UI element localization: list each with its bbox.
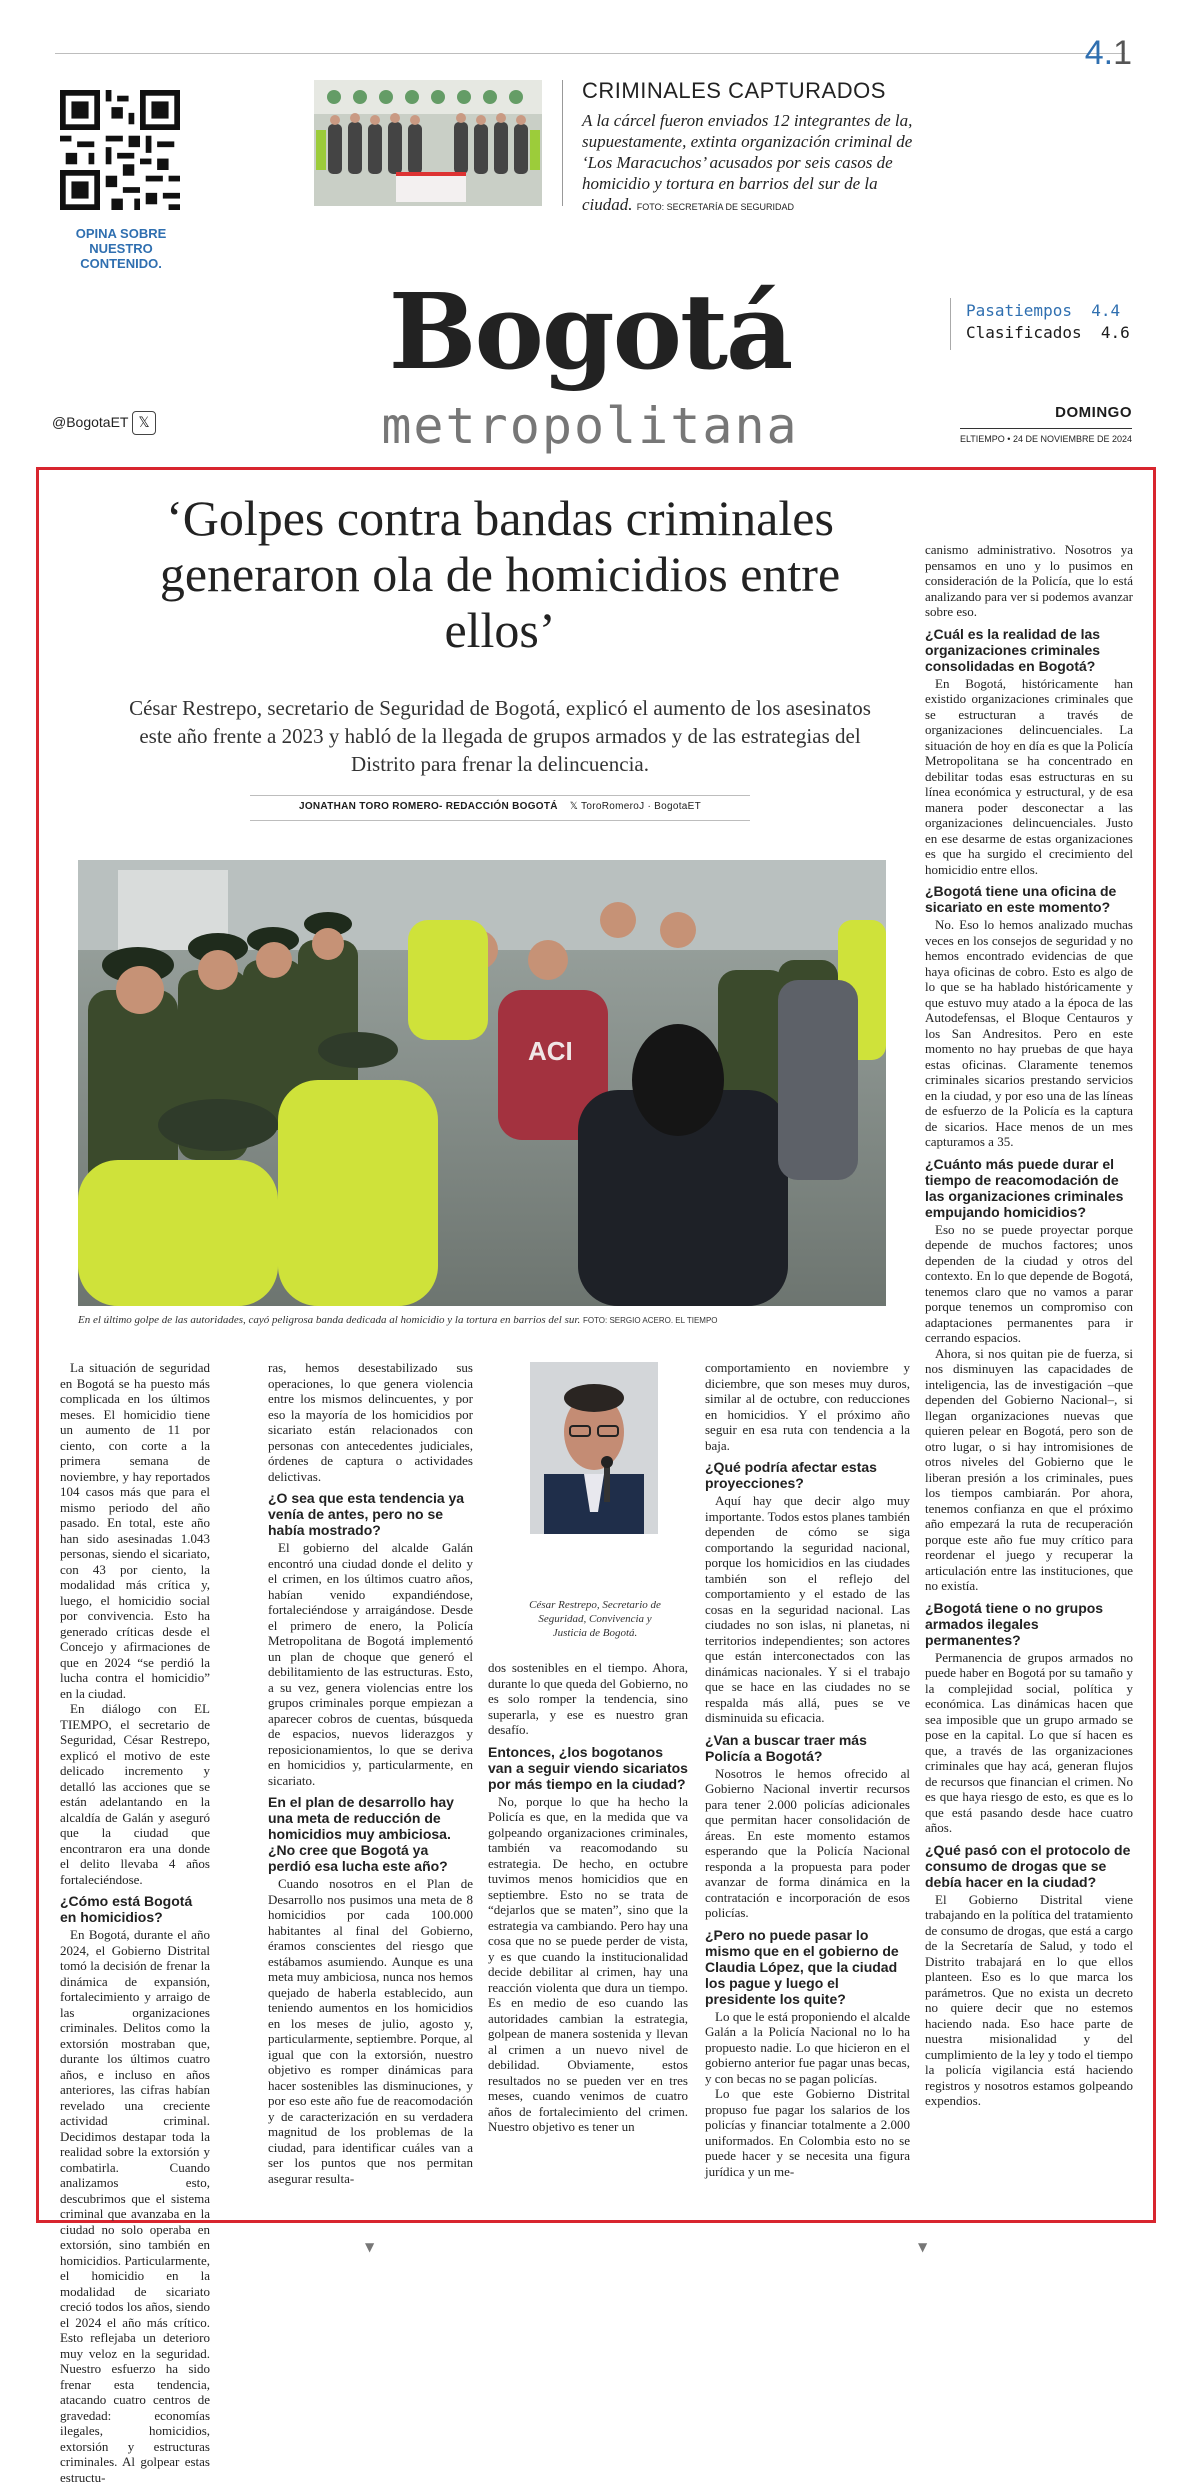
body-paragraph: En Bogotá, durante el año 2024, el Gobierno Distrital tomó la decisión de frenar la dinámica de expansión, fortalecimiento y arraigo de las organizaciones criminales. Delitos como la extorsión mostraban que, durante los últimos cuatro años, e incluso en años anteriores, las cifras habían revelado una creciente actividad criminal. Decidimos destapar toda la realidad sobre la extorsión y combatirla. Cuando analizamos esto, descubrimos que el sistema criminal que avanzaba en la ciudad no solo operaba en extorsión, sino también en homicidios. Particularmente, el homicidio en la modalidad de sicariato creció todos los años, siendo el 2024 el año más crítico. Esto reflejaba un deterioro muy veloz en la seguridad. Nuestro esfuerzo ha sido frenar esta tendencia, atacando cuatro centros de gravedad: economías ilegales, homicidios, extorsión y estructuras criminales. Al golpear estas estructu-: [60, 1927, 210, 2485]
teaser-divider: [562, 80, 563, 206]
byline-rule-bottom: [250, 820, 750, 821]
dateline: ELTIEMPO • 24 DE NOVIEMBRE DE 2024: [959, 434, 1132, 444]
photo-credit: FOTO: SERGIO ACERO. EL TIEMPO: [582, 1316, 718, 1325]
body-paragraph: No. Eso lo hemos analizado muchas veces en los consejos de seguridad y no hemos encontrado evidencias de que haya oficinas de cobro. Esto es algo de lo que se ha hablado históricamente y que estuvo muy atado a la época de las Autodefensas, el Bloque Centauros y los San Andresitos. Pero en este momento no hay pruebas de que haya estas oficinas. Claramente tenemos criminales sicarios prestando servicios en la ciudad, y por eso una de las líneas de esfuerzo de la Policía es la captura de sicarios. Hace menos de un mes capturamos a 35.: [925, 917, 1133, 1149]
interview-question: ¿Bogotá tiene o no grupos armados ilegales permanentes?: [925, 1599, 1104, 1648]
body-paragraph: No, porque lo que ha hecho la Policía es que, en la medida que va golpeando organizaciones criminales, también va reacomodando su estrategia. De hecho, en octubre tuvimos menos homicidios que en septiembre. Esto no se trata de “dejarlos que se maten”, sino que la estrategia va cambiando. Pero hay una cosa que no se puede perder de vista, y es que cuando la institucionalidad decide debilitar al crimen, hay una reacción violenta que dura un tiempo. Es en medio de eso cuando las autoridades cambian la estrategia, golpean de manera sostenida y llevan al crimen a un nuevo nivel de debilidad. Obviamente, estos resultados no se pueden ver en tres meses, cuando venimos de cuatro años de fortalecimiento del crimen. Nuestro objetivo es tener un: [488, 1793, 688, 2134]
byline-rule-top: [250, 795, 750, 796]
top-rule: [55, 53, 1125, 54]
body-paragraph: ras, hemos desestabilizado sus operaciones, lo que genera violencia entre los mismos delincuentes, y por eso la mayoría de los homicidios por sicariato están relacionados con personas con antecedentes judiciales, órdenes de captura o actividades delictivas.: [268, 1360, 473, 1484]
body-paragraph: Nosotros le hemos ofrecido al Gobierno Nacional invertir recursos para tener 2.000 policías adicionales que permitan hacer consolidación de áreas. En este momento estamos esperando que la Policía Nacional responda a la propuesta para poder avanzar de forma dinámica en la contratación e incorporación de esos policías.: [705, 1765, 910, 1920]
body-paragraph: Cuando nosotros en el Plan de Desarrollo nos pusimos una meta de 8 homicidios por cada 100.000 habitantes al final del Gobierno, éramos conscientes del riesgo que estábamos asumiendo. Aunque es una meta muy ambiciosa, nunca nos hemos quejado de haberla establecido, aun teniendo aumentos en los homicidios en los meses de julio, agosto y, particularmente, septiembre. Porque, al igual que con la extorsión, nuestro objetivo es romper dinámicas para hacer sostenibles las disminuciones, y por eso este año fue de reacomodación y de caracterización en su verdadera magnitud de los problemas de la ciudad, para identificar cuáles van a ser los puntos que nos permitan asegurar resulta-: [268, 1876, 473, 2186]
interview-question: ¿Qué podría afectar estas proyecciones?: [705, 1459, 877, 1491]
section-title: Bogotá: [388, 270, 792, 393]
body-paragraph: canismo administrativo. Nosotros ya pensamos en uno y lo pusimos en consideración de la Policía, que lo está analizando para ver si podemos avanzar sobre eso.: [925, 542, 1133, 619]
body-paragraph: comportamiento en noviembre y diciembre, que son meses muy duros, similar al de octubre, con reducciones en homicidios. Y el próximo año seguir en esa ruta con tendencia a la baja.: [705, 1360, 910, 1453]
page-number: 4.1: [1084, 34, 1132, 72]
byline-twitter[interactable]: 𝕏 ToroRomeroJ · BogotaET: [569, 801, 702, 812]
interview-question: Entonces, ¿los bogotanos van a seguir viendo sicariatos por más tiempo en la ciudad?: [488, 1743, 688, 1792]
portrait-photo[interactable]: [530, 1362, 658, 1534]
body-paragraph: dos sostenibles en el tiempo. Ahora, durante lo que queda del Gobierno, no es solo romper la tendencia, sino superarla, y ese es nuestro gran desafío.: [488, 1660, 688, 1737]
body-paragraph: La situación de seguridad en Bogotá se ha puesto más complicada en los últimos meses. El homicidio tiene un aumento de 11 por ciento, con corte a la primera semana de noviembre, y hay reportados 104 casos más que para el mismo periodo del año pasado. En total, este año han sido asesinadas 1.043 personas, siendo el sicariato, con 43 por ciento, la modalidad más crítica y, luego, el homicidio social por convivencia. Esto ha generado críticas desde el Concejo y afirmaciones de que en 2024 “se perdió la lucha contra el homicidio” en la ciudad.: [60, 1360, 210, 1701]
qr-code-icon[interactable]: [60, 90, 180, 210]
index-item-pasatiempos[interactable]: Pasatiempos 4.4: [966, 301, 1121, 320]
twitter-handle[interactable]: @BogotaET: [52, 414, 129, 430]
body-paragraph: Lo que este Gobierno Distrital propuso fue pagar los salarios de los policías y financiar totalmente a 2.000 uniformados. En Colombia esto no se puede hacer y se necesita una figura jurídica y un me-: [705, 2086, 910, 2179]
captured-gang-thumbnail[interactable]: [314, 80, 542, 206]
body-paragraph: Eso no se puede proyectar porque depende de muchos factores; unos dependen de la ciudad y otros del contexto. En lo que depende de Bogotá, tenemos claro que no vamos a parar porque tenemos un compromiso con adaptaciones permanentes para ir cerrando espacios.: [925, 1221, 1133, 1345]
x-logo-icon[interactable]: 𝕏: [132, 411, 156, 435]
qr-label: OPINA SOBRE NUESTRO CONTENIDO.: [75, 226, 167, 271]
section-subtitle: metropolitana: [381, 397, 799, 455]
body-paragraph: Lo que le está proponiendo el alcalde Galán a la Policía Nacional no lo ha propuesto nadie. Lo que hicieron en el gobierno anterior fue pagar unas becas, y con becas no se pagan policías.: [705, 2008, 910, 2086]
weekday: DOMINGO: [1055, 404, 1132, 421]
interview-question: ¿Cuál es la realidad de las organizaciones criminales consolidadas en Bogotá?: [925, 625, 1101, 674]
body-paragraph: Permanencia de grupos armados no puede haber en Bogotá por su tamaño y la complejidad social, política y económica. Las dinámicas hacen que sea imposible que un grupo armado se pose en la capital. Lo que sí hacen es que, a través de las organizaciones criminales que hay acá, generan flujos de recursos que financian el crimen. No es que haya riesgo de esto, es que es lo que está pasando desde hace cuatro años.: [925, 1649, 1133, 1835]
teaser-body: A la cárcel fueron enviados 12 integrantes de la, supuestamente, extinta organización criminal de ‘Los Maracuchos’ acusados por seis casos de homicidio y tortura en barrios del sur de la ciudad. FOTO: SECRETARÍA DE SEGURIDAD: [582, 111, 913, 214]
article-column-2: [268, 1360, 473, 2186]
body-paragraph: En diálogo con EL TIEMPO, el secretario de Seguridad, César Restrepo, explicó el motivo de este delicado incremento y detalló las acciones que se están adelantando en la alcaldía de Galán y aseguró que la ciudad que encontraron era una donde el delito llevaba 4 años fortaleciéndose.: [60, 1701, 210, 1887]
body-paragraph: En Bogotá, históricamente han existido organizaciones criminales que se estructuran a través de organizaciones delincuenciales. La situación de hoy en día es que la Policía Metropolitana se ha concentrado en debilitar todas esas estructuras en su línea económica y estructural, y de esa manera poder desconectar a las organizaciones delincuenciales. Justo en ese desarme de estas organizaciones es que ha surgido el crecimiento del homicidio entre ellos.: [925, 675, 1133, 877]
date-rule: [960, 428, 1132, 429]
article-column-1: [60, 1360, 210, 2485]
index-item-clasificados[interactable]: Clasificados 4.6: [966, 323, 1130, 342]
fold-mark-left: ▼: [365, 2240, 375, 2254]
body-paragraph: Ahora, si nos quitan pie de fuerza, si nos disminuyen las capacidades de inteligencia, las de investigación –que dependen del Gobierno Nacional–, si llegan organizaciones nuevas que quieren pelear en Bogotá, pero son de otro lugar, o si hay intromisiones de otros niveles del Gobierno que le liberan presión a los criminales, pues los tiempos cambiarán. Por ahora, tenemos confianza en que el próximo año empezará la ruta de recuperación porque este año fue muy crítico para reordenar el juego y recuperar la articulación entre las instituciones, que no existía.: [925, 1345, 1133, 1593]
portrait-caption: César Restrepo, Secretario de Seguridad, Convivencia y Justicia de Bogotá.: [529, 1599, 661, 1639]
article-column-5: [925, 542, 1133, 2109]
teaser-credit: FOTO: SECRETARÍA DE SEGURIDAD: [636, 202, 794, 212]
article-headline: ‘Golpes contra bandas criminales generaron ola de homicidios entre ellos’: [159, 490, 841, 658]
fold-mark-right: ▼: [918, 2240, 928, 2254]
body-paragraph: El Gobierno Distrital viene trabajando en la política del tratamiento de consumo de drogas, que está a cargo de la Secretaría de Salud, y todo el Distrito trabajará en lo que ellos planteen. Eso es lo que marca los parámetros. Que no exista un decreto no quiere decir que no estemos haciendo nada. Eso hace parte de nuestra misionalidad y del cumplimiento de la ley y todo el tiempo la policía vigilancia está haciendo registros y nosotros estamos golpeando expendios.: [925, 1891, 1133, 2108]
interview-question: ¿Pero no puede pasar lo mismo que en el gobierno de Claudia López, que la ciudad los pague y luego el presidente los quite?: [705, 1926, 899, 2007]
interview-question: ¿Van a buscar traer más Policía a Bogotá?: [705, 1731, 867, 1764]
index-divider: [950, 298, 951, 350]
body-paragraph: El gobierno del alcalde Galán encontró una ciudad donde el delito y el crimen, en los últimos cuatro años, habían venido expandiéndose, fortaleciéndose y arraigándose. Desde el primero de enero, la Policía Metropolitana de Bogotá implementó un plan de choque que generó el debilitamiento de las estructuras. Esto, a su vez, genera violencias entre los grupos criminales porque empiezan a aparecer cobros de cuentas, búsqueda de espacios, nuevos liderazgos y reposicionamientos, lo que se deriva en homicidios y, particularmente, en sicariato.: [268, 1540, 473, 1788]
body-paragraph: Aquí hay que decir algo muy importante. Todos estos planes también dependen de cómo se siga comportando la seguridad nacional, porque los homicidios en las ciudades también son el reflejo del comportamiento y el estado de las cosas en la seguridad nacional. Las ciudades no son islas, ni planetas, ni territorios independientes; son actores que están interconectados con las dinámicas nacionales. Y si el trabajo que se hace en las ciudades no se respalda más allá, pues se ve disminuida su eficacia.: [705, 1493, 911, 1725]
svg-text:ACI: ACI: [528, 1036, 573, 1066]
interview-question: ¿Bogotá tiene una oficina de sicariato en este momento?: [925, 883, 1117, 915]
photo-caption: En el último golpe de las autoridades, cayó peligrosa banda dedicada al homicidio y la tortura en barrios del sur. FOTO: SERGIO ACERO. EL TIEMPO: [78, 1314, 718, 1326]
article-column-3: [488, 1660, 688, 2135]
interview-question: ¿Cuánto más puede durar el tiempo de reacomodación de las organizaciones criminales empujando homicidios?: [925, 1155, 1124, 1220]
teaser-title[interactable]: CRIMINALES CAPTURADOS: [582, 78, 886, 103]
interview-question: En el plan de desarrollo hay una meta de reducción de homicidios muy ambiciosa. ¿No cree que Bogotá ya perdió esa lucha este año?: [268, 1794, 454, 1874]
section-index: [966, 300, 1130, 344]
interview-question: ¿O sea que esta tendencia ya venía de antes, pero no se había mostrado?: [268, 1490, 465, 1538]
article-column-4: [705, 1360, 910, 2179]
main-photo[interactable]: [78, 860, 886, 1306]
interview-question: ¿Qué pasó con el protocolo de consumo de drogas que se debía hacer en la ciudad?: [925, 1841, 1131, 1890]
interview-question: ¿Cómo está Bogotá en homicidios?: [60, 1893, 193, 1925]
article-byline: JONATHAN TORO ROMERO- REDACCIÓN BOGOTÁ 𝕏 ToroRomeroJ · BogotaET: [298, 801, 702, 812]
article-deck: César Restrepo, secretario de Seguridad de Bogotá, explicó el aumento de los asesinatos este año frente a 2023 y habló de la llegada de grupos armados y de las estrategias del Distrito para frenar la delincuencia.: [129, 696, 871, 776]
